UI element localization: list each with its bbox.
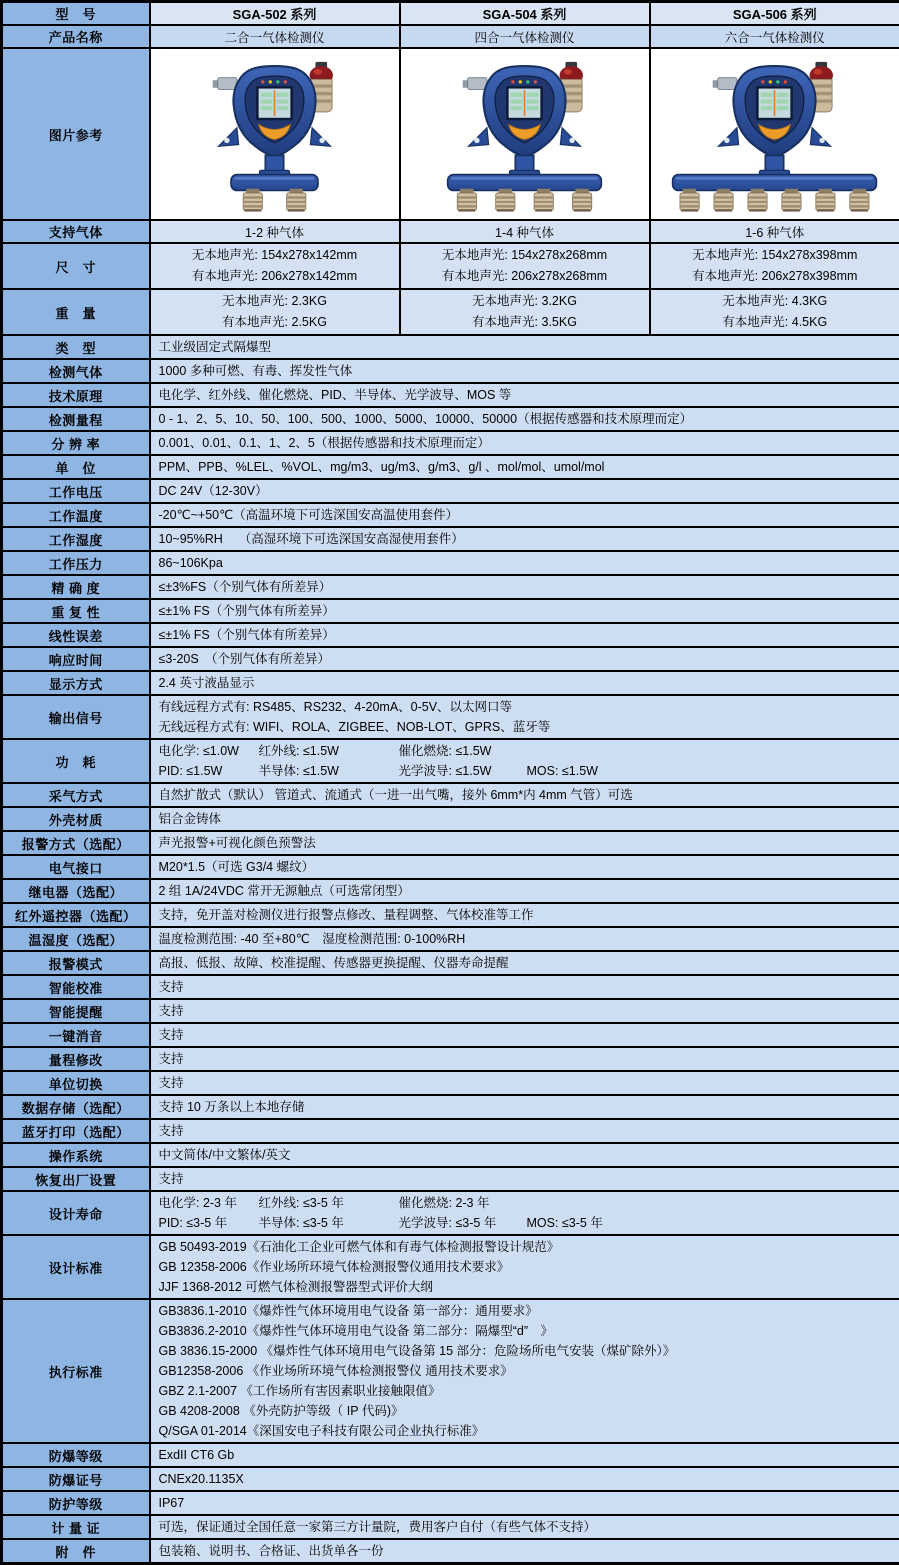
spec-value-cell [150, 1515, 899, 1539]
table-row [2, 855, 899, 879]
spec-line: 有本地声光: 206x278x398mm [657, 266, 894, 287]
row-label: 技术原理 [2, 383, 150, 407]
spec-line: 1000 多种可燃、有毒、挥发性气体 [159, 361, 892, 381]
table-row [2, 289, 899, 335]
table-row [2, 599, 899, 623]
spec-segment: 电化学: 2-3 年 [159, 1193, 259, 1213]
row-label: 响应时间 [2, 647, 150, 671]
product-name-cell: 四合一气体检测仪 [400, 25, 650, 48]
model-header-cell: SGA-504 系列 [400, 2, 650, 26]
spec-line: 支持 [159, 1001, 892, 1021]
spec-value-cell [150, 407, 899, 431]
spec-value-cell [150, 1235, 899, 1299]
spec-line: 2.4 英寸液晶显示 [159, 673, 892, 693]
spec-segment: 半导体: ≤1.5W [259, 761, 399, 781]
row-label: 精 确 度 [2, 575, 150, 599]
lcd-screen-icon [506, 86, 543, 120]
spec-line: 中文简体/中文繁体/英文 [159, 1145, 892, 1165]
spec-line: 支持 [159, 1025, 892, 1045]
row-label: 工作电压 [2, 479, 150, 503]
spec-value-cell [150, 903, 899, 927]
gas-detector-illustration [157, 56, 392, 213]
spec-line: 支持 [159, 1049, 892, 1069]
row-label: 防护等级 [2, 1491, 150, 1515]
row-label: 工作压力 [2, 551, 150, 575]
spec-value-cell [150, 1047, 899, 1071]
spec-line: ≤3-20S （个别气体有所差异） [159, 649, 892, 669]
spec-segment: MOS: ≤3-5 年 [527, 1213, 892, 1233]
spec-line [159, 761, 892, 781]
spec-value-cell [150, 927, 899, 951]
spec-line: 高报、低报、故障、校准提醒、传感器更换提醒、仪器寿命提醒 [159, 953, 892, 973]
row-label: 恢复出厂设置 [2, 1167, 150, 1191]
row-label: 采气方式 [2, 783, 150, 807]
row-label: 温湿度（选配） [2, 927, 150, 951]
lcd-screen-icon [256, 86, 293, 120]
spec-value-cell [150, 783, 899, 807]
spec-line: 支持 [159, 1121, 892, 1141]
dimension-cell [400, 243, 650, 289]
spec-value-cell [150, 1119, 899, 1143]
table-row [2, 1023, 899, 1047]
spec-line: ≤±1% FS（个别气体有所差异） [159, 625, 892, 645]
table-row [2, 1299, 899, 1443]
spec-line: 有本地声光: 2.5KG [157, 312, 393, 333]
table-row [2, 695, 899, 739]
row-label: 智能校准 [2, 975, 150, 999]
table-row [2, 1071, 899, 1095]
spec-value-cell [150, 671, 899, 695]
spec-line: 铝合金铸体 [159, 809, 892, 829]
spec-line: GB 50493-2019《石油化工企业可燃气体和有毒气体检测报警设计规范》 [159, 1237, 892, 1257]
spec-line: GB12358-2006 《作业场所环境气体检测报警仪 通用技术要求》 [159, 1361, 892, 1381]
table-row [2, 575, 899, 599]
row-label: 数据存储（选配） [2, 1095, 150, 1119]
model-header-cell: SGA-502 系列 [150, 2, 400, 26]
spec-segment: 红外线: ≤3-5 年 [259, 1193, 399, 1213]
row-label: 重 复 性 [2, 599, 150, 623]
spec-value-cell [150, 1299, 899, 1443]
spec-line: 无线远程方式有: WIFI、ROLA、ZIGBEE、NOB-LOT、GPRS、蓝牙等 [159, 717, 892, 737]
spec-line: 无本地声光: 154x278x398mm [657, 245, 894, 266]
sensor-probe-icon [496, 188, 515, 211]
sensor-probe-icon [243, 188, 262, 211]
row-label: 线性误差 [2, 623, 150, 647]
spec-line: GB 4208-2008 《外壳防护等级（ IP 代码)》 [159, 1401, 892, 1421]
row-label: 检测气体 [2, 359, 150, 383]
spec-line: 温度检测范围: -40 至+80℃ 湿度检测范围: 0-100%RH [159, 929, 892, 949]
side-mount-icon [713, 77, 737, 89]
sensor-probe-icon [534, 188, 553, 211]
spec-value-cell [150, 1191, 899, 1235]
spec-line: GB3836.1-2010《爆炸性气体环境用电气设备 第一部分：通用要求》 [159, 1301, 892, 1321]
spec-value-cell [150, 951, 899, 975]
spec-value-cell [150, 335, 899, 359]
table-row [2, 503, 899, 527]
spec-segment: 红外线: ≤1.5W [259, 741, 399, 761]
spec-line: 有本地声光: 206x278x268mm [407, 266, 643, 287]
lcd-screen-icon [756, 86, 793, 120]
table-row [2, 831, 899, 855]
product-image-cell [650, 48, 899, 220]
spec-line: 无本地声光: 3.2KG [407, 291, 643, 312]
table-row [2, 927, 899, 951]
spec-line: 无本地声光: 2.3KG [157, 291, 393, 312]
spec-value-cell [150, 1167, 899, 1191]
row-label: 执行标准 [2, 1299, 150, 1443]
gas-count-cell: 1-4 种气体 [400, 220, 650, 243]
row-label: 分 辨 率 [2, 431, 150, 455]
side-mount-icon [463, 77, 487, 89]
table-row [2, 2, 899, 26]
spec-line: 电化学、红外线、催化燃烧、PID、半导体、光学波导、MOS 等 [159, 385, 892, 405]
table-row [2, 48, 899, 220]
row-label: 工作温度 [2, 503, 150, 527]
row-label: 附 件 [2, 1539, 150, 1564]
spec-segment: MOS: ≤1.5W [527, 761, 892, 781]
spec-value-cell [150, 1443, 899, 1467]
spec-line: 无本地声光: 154x278x142mm [157, 245, 393, 266]
spec-segment: 半导体: ≤3-5 年 [259, 1213, 399, 1233]
spec-line: GB 12358-2006《作业场所环境气体检测报警仪通用技术要求》 [159, 1257, 892, 1277]
row-label: 设计寿命 [2, 1191, 150, 1235]
spec-value-cell [150, 431, 899, 455]
product-name-cell: 六合一气体检测仪 [650, 25, 899, 48]
spec-value-cell [150, 1095, 899, 1119]
spec-line: 10~95%RH （高湿环境下可选深国安高湿使用套件） [159, 529, 892, 549]
row-label: 单位切换 [2, 1071, 150, 1095]
table-row [2, 220, 899, 243]
table-row [2, 359, 899, 383]
sensor-probe-icon [573, 188, 592, 211]
spec-value-cell [150, 739, 899, 783]
spec-value-cell [150, 1467, 899, 1491]
spec-line: IP67 [159, 1493, 892, 1513]
product-image-cell [150, 48, 400, 220]
sensor-probe-icon [816, 188, 835, 211]
row-label: 继电器（选配） [2, 879, 150, 903]
row-label: 外壳材质 [2, 807, 150, 831]
row-label: 工作湿度 [2, 527, 150, 551]
row-label: 支持气体 [2, 220, 150, 243]
spec-line: 无本地声光: 4.3KG [657, 291, 894, 312]
table-row [2, 999, 899, 1023]
row-label: 报警方式（选配） [2, 831, 150, 855]
dimension-cell [150, 243, 400, 289]
spec-segment: 光学波导: ≤1.5W [399, 761, 527, 781]
manifold-bar-icon [231, 174, 318, 190]
gas-detector-illustration [407, 56, 642, 213]
sensor-probe-icon [782, 188, 801, 211]
row-label: 量程修改 [2, 1047, 150, 1071]
row-label: 计 量 证 [2, 1515, 150, 1539]
spec-value-cell [150, 359, 899, 383]
table-row [2, 623, 899, 647]
sensor-probe-icon [680, 188, 699, 211]
spec-line: ExdII CT6 Gb [159, 1445, 892, 1465]
spec-segment: 电化学: ≤1.0W [159, 741, 259, 761]
spec-value-cell [150, 999, 899, 1023]
dimension-cell [650, 243, 899, 289]
table-row [2, 903, 899, 927]
table-row [2, 1235, 899, 1299]
weight-cell [150, 289, 400, 335]
spec-value-cell [150, 807, 899, 831]
spec-value-cell [150, 455, 899, 479]
row-label: 检测量程 [2, 407, 150, 431]
spec-value-cell [150, 695, 899, 739]
row-label: 输出信号 [2, 695, 150, 739]
row-label: 操作系统 [2, 1143, 150, 1167]
row-label: 防爆证号 [2, 1467, 150, 1491]
model-header-cell: SGA-506 系列 [650, 2, 899, 26]
spec-value-cell [150, 503, 899, 527]
table-row [2, 407, 899, 431]
spec-line: Q/SGA 01-2014《深国安电子科技有限公司企业执行标准》 [159, 1421, 892, 1441]
row-label: 尺 寸 [2, 243, 150, 289]
table-row [2, 455, 899, 479]
table-row [2, 383, 899, 407]
spec-line: 0 - 1、2、5、10、50、100、500、1000、5000、10000、50000（根据传感器和技术原理而定） [159, 409, 892, 429]
row-label: 功 耗 [2, 739, 150, 783]
spec-segment: PID: ≤1.5W [159, 761, 259, 781]
spec-value-cell [150, 623, 899, 647]
spec-line: 支持 10 万条以上本地存储 [159, 1097, 892, 1117]
spec-segment: PID: ≤3-5 年 [159, 1213, 259, 1233]
spec-line: 支持 [159, 1073, 892, 1093]
table-row [2, 671, 899, 695]
spec-value-cell [150, 975, 899, 999]
gas-count-cell: 1-6 种气体 [650, 220, 899, 243]
row-label: 重 量 [2, 289, 150, 335]
gas-detector-illustration [657, 56, 892, 213]
spec-segment [527, 1193, 892, 1213]
table-row [2, 951, 899, 975]
spec-line [159, 1213, 892, 1233]
row-label: 产品名称 [2, 25, 150, 48]
row-label: 显示方式 [2, 671, 150, 695]
spec-line: 声光报警+可视化颜色预警法 [159, 833, 892, 853]
sensor-probe-icon [748, 188, 767, 211]
spec-segment: 光学波导: ≤3-5 年 [399, 1213, 527, 1233]
row-label: 单 位 [2, 455, 150, 479]
spec-line: PPM、PPB、%LEL、%VOL、mg/m3、ug/m3、g/m3、g/l 、mol/mol、umol/mol [159, 457, 892, 477]
spec-line: 支持，免开盖对检测仪进行报警点修改、量程调整、气体校准等工作 [159, 905, 892, 925]
table-row [2, 975, 899, 999]
row-label: 红外遥控器（选配） [2, 903, 150, 927]
spec-segment: 催化燃烧: ≤1.5W [399, 741, 527, 761]
spec-line: 有本地声光: 4.5KG [657, 312, 894, 333]
gas-count-cell: 1-2 种气体 [150, 220, 400, 243]
table-row [2, 431, 899, 455]
spec-value-cell [150, 527, 899, 551]
table-row [2, 1095, 899, 1119]
manifold-bar-icon [673, 174, 877, 190]
spec-line: 0.001、0.01、0.1、1、2、5（根据传感器和技术原理而定） [159, 433, 892, 453]
table-row [2, 1467, 899, 1491]
sensor-probe-icon [850, 188, 869, 211]
spec-value-cell [150, 1539, 899, 1564]
row-label: 报警模式 [2, 951, 150, 975]
spec-line: 无本地声光: 154x278x268mm [407, 245, 643, 266]
spec-value-cell [150, 1023, 899, 1047]
row-label: 防爆等级 [2, 1443, 150, 1467]
table-row [2, 527, 899, 551]
detector-6-sensor-image [653, 56, 898, 213]
spec-line: 工业级固定式隔爆型 [159, 337, 892, 357]
table-row [2, 647, 899, 671]
side-mount-icon [213, 77, 237, 89]
spec-value-cell [150, 647, 899, 671]
spec-value-cell [150, 599, 899, 623]
table-row [2, 1191, 899, 1235]
row-label: 蓝牙打印（选配） [2, 1119, 150, 1143]
manifold-bar-icon [448, 174, 602, 190]
spec-line: 有线远程方式有: RS485、RS232、4-20mA、0-5V、以太网口等 [159, 697, 892, 717]
table-row [2, 1167, 899, 1191]
table-row [2, 25, 899, 48]
spec-line: 86~106Kpa [159, 553, 892, 573]
spec-line: JJF 1368-2012 可燃气体检测报警器型式评价大纲 [159, 1277, 892, 1297]
detector-4-sensor-image [403, 56, 647, 213]
spec-line: 有本地声光: 3.5KG [407, 312, 643, 333]
spec-value-cell [150, 575, 899, 599]
table-row [2, 1539, 899, 1564]
spec-line: 支持 [159, 977, 892, 997]
table-row [2, 479, 899, 503]
spec-value-cell [150, 1071, 899, 1095]
product-name-cell: 二合一气体检测仪 [150, 25, 400, 48]
sensor-probe-icon [287, 188, 306, 211]
spec-line: 可选，保证通过全国任意一家第三方计量院，费用客户自付（有些气体不支持） [159, 1517, 892, 1537]
row-label: 一键消音 [2, 1023, 150, 1047]
table-row [2, 1119, 899, 1143]
row-label: 智能提醒 [2, 999, 150, 1023]
spec-value-cell [150, 879, 899, 903]
spec-line: CNEx20.1135X [159, 1469, 892, 1489]
spec-value-cell [150, 1491, 899, 1515]
table-row [2, 1491, 899, 1515]
row-label: 类 型 [2, 335, 150, 359]
weight-cell [650, 289, 899, 335]
spec-line: ≤±3%FS（个别气体有所差异） [159, 577, 892, 597]
product-image-cell [400, 48, 650, 220]
row-label: 型 号 [2, 2, 150, 26]
spec-line: -20℃~+50℃（高温环境下可选深国安高温使用套件） [159, 505, 892, 525]
spec-line [159, 741, 892, 761]
row-label: 设计标准 [2, 1235, 150, 1299]
weight-cell [400, 289, 650, 335]
spec-segment: 催化燃烧: 2-3 年 [399, 1193, 527, 1213]
row-label: 图片参考 [2, 48, 150, 220]
spec-value-cell [150, 551, 899, 575]
sensor-probe-icon [457, 188, 476, 211]
table-row [2, 1143, 899, 1167]
table-row [2, 739, 899, 783]
sensor-probe-icon [714, 188, 733, 211]
spec-line: M20*1.5（可选 G3/4 螺纹） [159, 857, 892, 877]
spec-line [159, 1193, 892, 1213]
table-row [2, 1047, 899, 1071]
spec-line: 包装箱、说明书、合格证、出货单各一份 [159, 1541, 892, 1561]
spec-line: 有本地声光: 206x278x142mm [157, 266, 393, 287]
table-row [2, 243, 899, 289]
table-row [2, 551, 899, 575]
spec-line: GB3836.2-2010《爆炸性气体环境用电气设备 第二部分：隔爆型“d” 》 [159, 1321, 892, 1341]
detector-2-sensor-image [153, 56, 397, 213]
spec-line: ≤±1% FS（个别气体有所差异） [159, 601, 892, 621]
spec-line: GB 3836.15-2000 《爆炸性气体环境用电气设备第 15 部分：危险场所电气安装（煤矿除外）》 [159, 1341, 892, 1361]
spec-value-cell [150, 1143, 899, 1167]
spec-value-cell [150, 831, 899, 855]
table-row [2, 879, 899, 903]
spec-line: 自然扩散式（默认） 管道式、流通式（一进一出气嘴，接外 6mm*内 4mm 气管）可选 [159, 785, 892, 805]
spec-line: GBZ 2.1-2007 《工作场所有害因素职业接触限值》 [159, 1381, 892, 1401]
spec-value-cell [150, 855, 899, 879]
spec-value-cell [150, 479, 899, 503]
spec-line: DC 24V（12-30V） [159, 481, 892, 501]
table-row [2, 335, 899, 359]
table-row [2, 783, 899, 807]
spec-value-cell [150, 383, 899, 407]
row-label: 电气接口 [2, 855, 150, 879]
spec-line: 2 组 1A/24VDC 常开无源触点（可选常闭型） [159, 881, 892, 901]
table-row [2, 1443, 899, 1467]
table-row [2, 1515, 899, 1539]
spec-segment [527, 741, 892, 761]
spec-line: 支持 [159, 1169, 892, 1189]
table-row [2, 807, 899, 831]
